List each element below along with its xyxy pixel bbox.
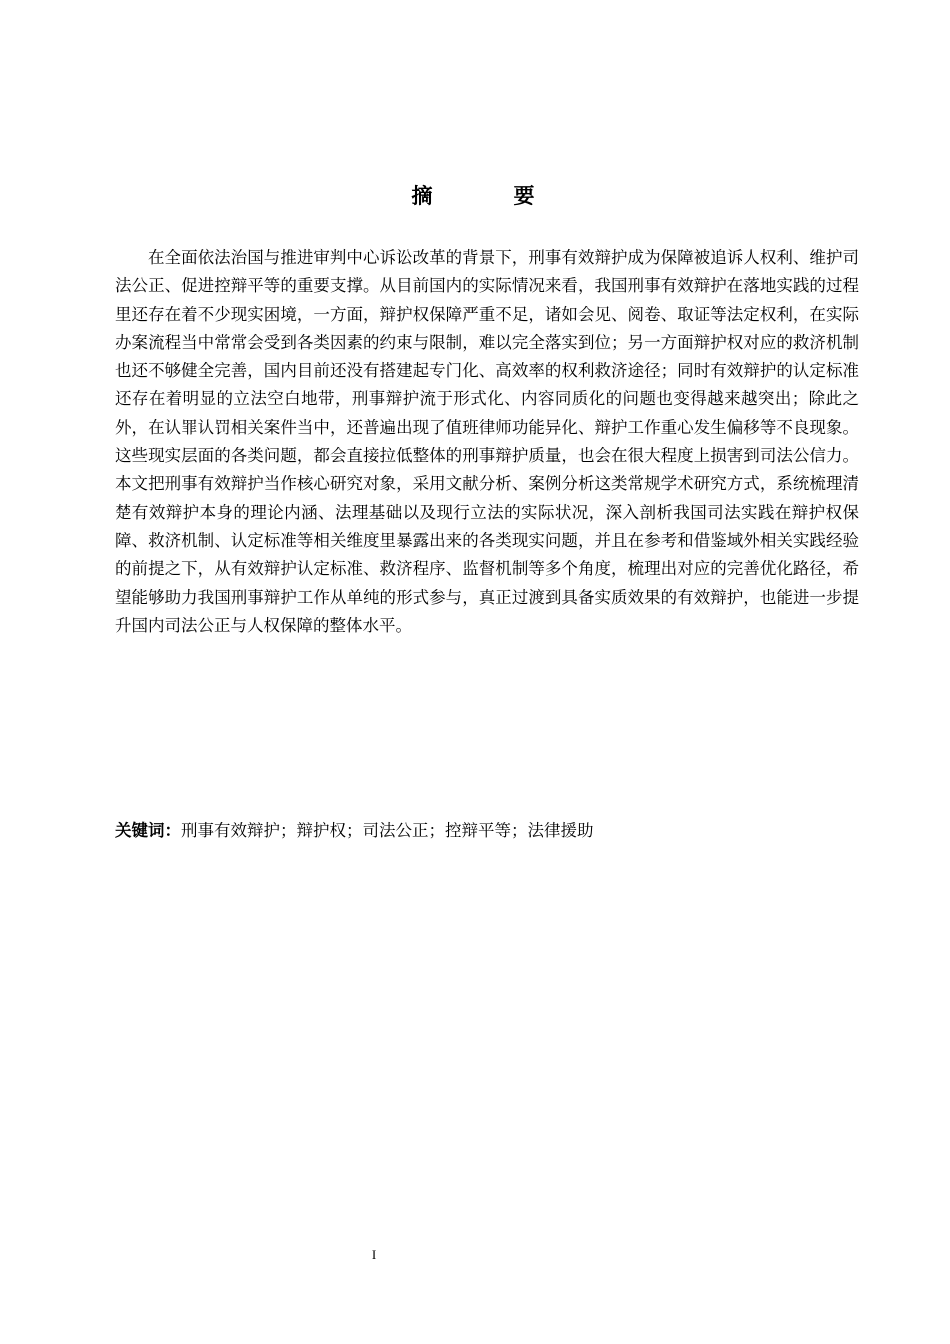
keywords-label: 关键词： bbox=[115, 821, 181, 840]
page-title: 摘 要 bbox=[411, 184, 565, 208]
keywords-text: 刑事有效辩护；辩护权；司法公正；控辩平等；法律援助 bbox=[181, 821, 594, 840]
abstract-paragraph: 在全面依法治国与推进审判中心诉讼改革的背景下，刑事有效辩护成为保障被追诉人权利、维护司法公正、促进控辩平等的重要支撑。从目前国内的实际情况来看，我国刑事有效辩护在落地实践的过程里还存在着不少现实困境，一方面，辩护权保障严重不足，诸如会见、阅卷、取证等法定权利，在实际办案流程当中常常会受到各类因素的约束与限制，难以完全落实到位；另一方面辩护权对应的救济机制也还不够健全完善，国内目前还没有搭建起专门化、高效率的权利救济途径；同时有效辩护的认定标准还存在着明显的立法空白地带，刑事辩护流于形式化、内容同质化的问题也变得越来越突出；除此之外，在认罪认罚相关案件当中，还普遍出现了值班律师功能异化、辩护工作重心发生偏移等不良现象。这些现实层面的各类问题，都会直接拉低整体的刑事辩护质量，也会在很大程度上损害到司法公信力。本文把刑事有效辩护当作核心研究对象，采用文献分析、案例分析这类常规学术研究方式，系统梳理清楚有效辩护本身的理论内涵、法理基础以及现行立法的实际状况，深入剖析我国司法实践在辩护权保障、救济机制、认定标准等相关维度里暴露出来的各类现实问题，并且在参考和借鉴域外相关实践经验的前提之下，从有效辩护认定标准、救济程序、监督机制等多个角度，梳理出对应的完善优化路径，希望能够助力我国刑事辩护工作从单纯的形式参与，真正过渡到具备实质效果的有效辩护，也能进一步提升国内司法公正与人权保障的整体水平。 bbox=[115, 248, 859, 635]
page-number: I bbox=[371, 1247, 377, 1262]
keywords-line bbox=[115, 819, 859, 843]
